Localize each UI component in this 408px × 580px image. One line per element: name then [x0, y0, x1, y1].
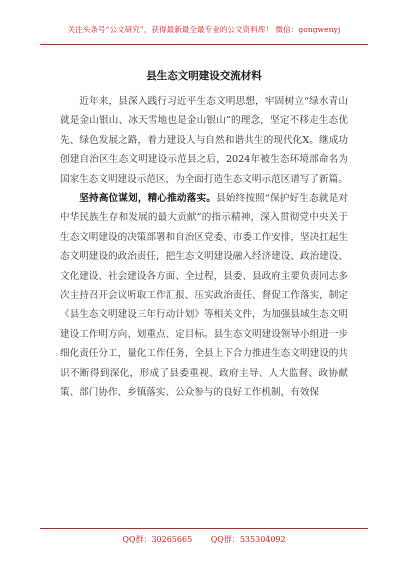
header-notice: 关注头条号“公文研究”，获得最新最全最专业的公文资料库！ 微信：gongwenyj [67, 25, 341, 34]
footer-qq-group-2: QQ群：535304092 [210, 535, 286, 544]
footer-divider [40, 528, 368, 529]
document-body [60, 92, 348, 403]
section-heading: 坚持高位谋划，精心推动落实。 [79, 193, 217, 205]
paragraph-intro: 近年来，县深入践行习近平生态文明思想，牢固树立“绿水青山就是金山银山、冰天雪地也是金山银山”的理念，坚定不移走生态优先、绿色发展之路，着力建设人与自然和谐共生的现代化X。继成功创建自治区生态文明建设示范县之后，2024年被生态环境部命名为国家生态文明建设示范区，为全面打造生态文明示范区谱写了新篇。 [60, 96, 348, 185]
paragraph-section-1 [60, 189, 348, 402]
footer-qq-group-1: QQ群：30265665 [122, 535, 193, 544]
footer [0, 534, 408, 545]
header-divider [40, 44, 368, 45]
section-body: 县始终按照“保护好生态就是对中华民族生存和发展的最大贡献”的指示精神，深入贯彻党中央关于生态文明建设的决策部署和自治区党委、市委工作安排，坚决扛起生态文明建设的政治责任，把生态文明建设融入经济建设、政治建设、文化建设、社会建设各方面、全过程，县委、县政府主要负责同志多次主持召开会议听取工作汇报、压实政治责任、督促工作落实，制定《县生态文明建设三年行动计划》等相关文件，为加强县域生态文明建设工作明方向、划重点、定目标。县生态文明建设领导小组进一步细化责任分工，量化工作任务，全县上下合力推进生态文明建设的共识不断得到深化，形成了县委重视、政府主导、人大监督、政协献策、部门协作、乡镇落实、公众参与的良好工作机制，有效保 [60, 193, 349, 399]
document-title: 县生态文明建设交流材料 [146, 70, 262, 82]
